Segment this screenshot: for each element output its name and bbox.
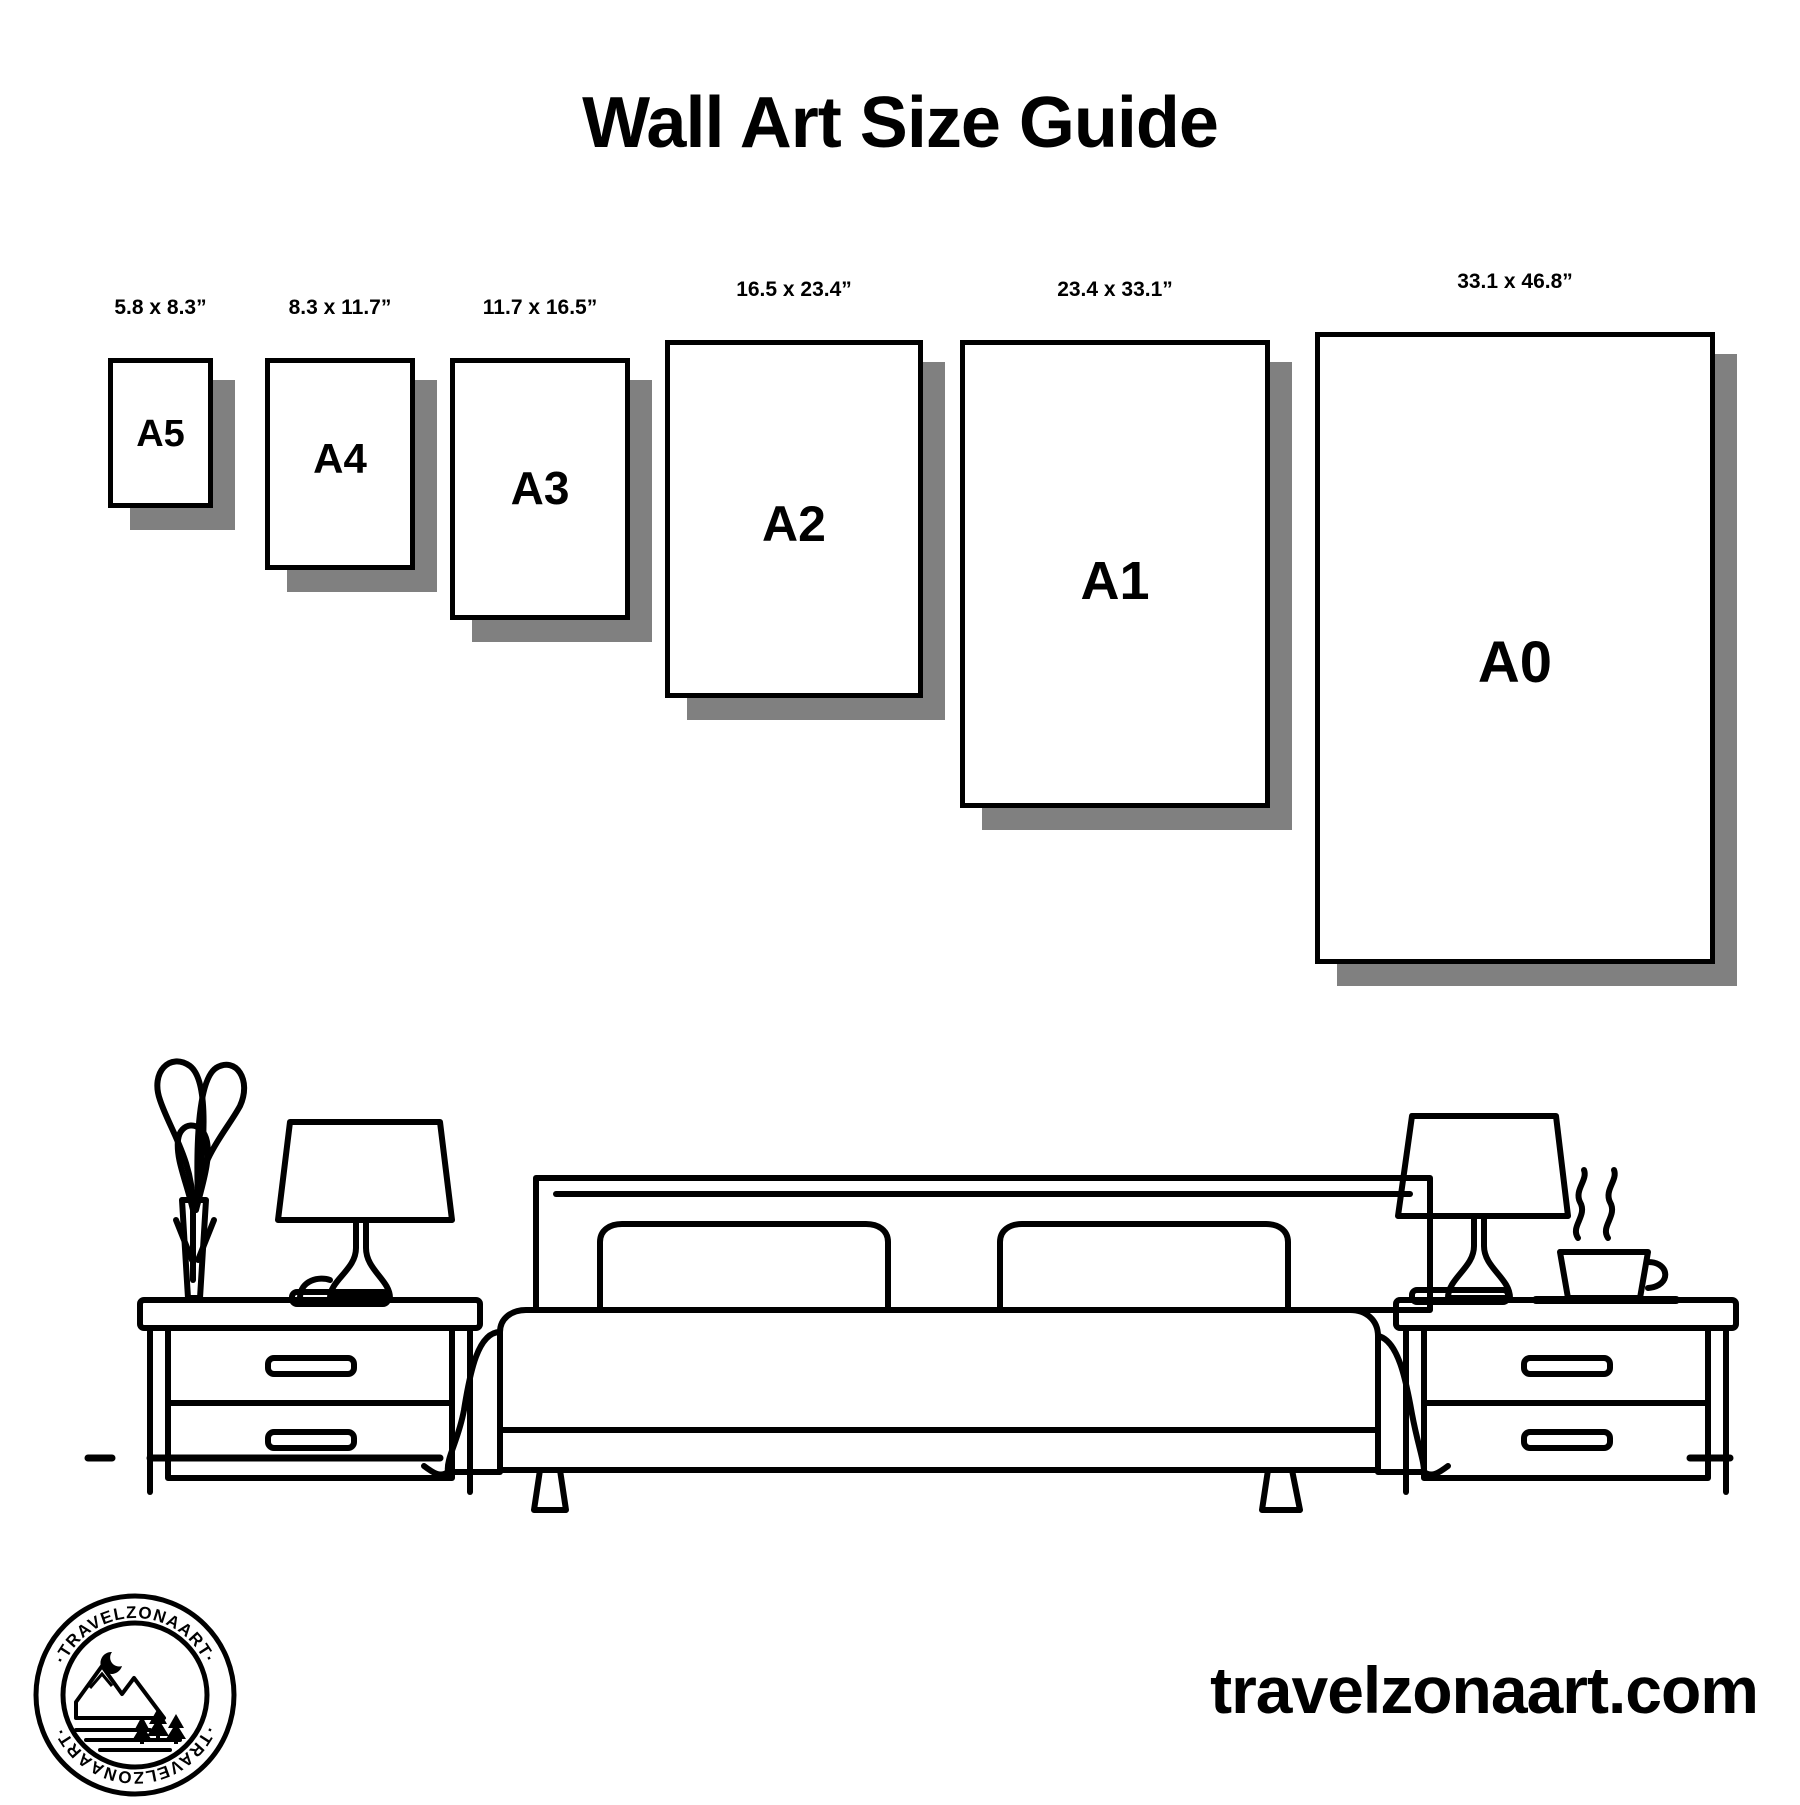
table-lamp-right — [1398, 1116, 1568, 1302]
frame-box-a5[interactable] — [108, 358, 213, 508]
frame-a5[interactable] — [108, 296, 235, 530]
frame-a1[interactable] — [960, 278, 1292, 830]
frame-size-label: A2 — [762, 496, 826, 552]
page-title: Wall Art Size Guide — [582, 83, 1218, 163]
frame-size-label: A1 — [1080, 551, 1150, 611]
frame-dimension-label: 8.3 x 11.7” — [288, 296, 392, 319]
frame-dimension-label: 23.4 x 33.1” — [1057, 278, 1173, 301]
coffee-cup — [1536, 1170, 1676, 1300]
frame-size-label: A5 — [136, 413, 185, 455]
frame-size-label: A0 — [1477, 630, 1553, 695]
frame-box-a0[interactable] — [1315, 332, 1715, 964]
bed-leg-left — [534, 1470, 566, 1510]
frame-dimension-label: 11.7 x 16.5” — [482, 296, 598, 319]
frame-dimension-label: 5.8 x 8.3” — [114, 296, 207, 319]
logo-text-bottom: ·TRAVELZONAART· — [50, 1723, 220, 1788]
frame-size-label: A4 — [313, 435, 367, 482]
frame-a3[interactable] — [450, 296, 652, 642]
table-lamp-left — [278, 1122, 452, 1304]
bed-leg-right — [1262, 1470, 1300, 1510]
frame-dimension-label: 33.1 x 46.8” — [1457, 270, 1573, 293]
brand-logo — [30, 1590, 240, 1800]
frame-dimension-label: 16.5 x 23.4” — [736, 278, 852, 301]
plant-vase — [157, 1061, 244, 1298]
pillow-right — [1000, 1224, 1288, 1310]
bedroom-scene — [0, 980, 1800, 1540]
logo-text-top: ·TRAVELZONAART· — [50, 1602, 220, 1667]
bed — [424, 1178, 1448, 1510]
frame-box-a1[interactable] — [960, 340, 1270, 808]
frame-a2[interactable] — [665, 278, 945, 720]
site-url[interactable]: travelzonaart.com — [1210, 1653, 1758, 1727]
frame-size-label: A3 — [510, 462, 570, 514]
frame-box-a3[interactable] — [450, 358, 630, 620]
pillow-left — [600, 1224, 888, 1310]
frame-a4[interactable] — [265, 296, 437, 592]
frame-box-a2[interactable] — [665, 340, 923, 698]
frame-a0[interactable] — [1315, 270, 1737, 986]
nightstand-left — [140, 1300, 480, 1492]
frame-box-a4[interactable] — [265, 358, 415, 570]
